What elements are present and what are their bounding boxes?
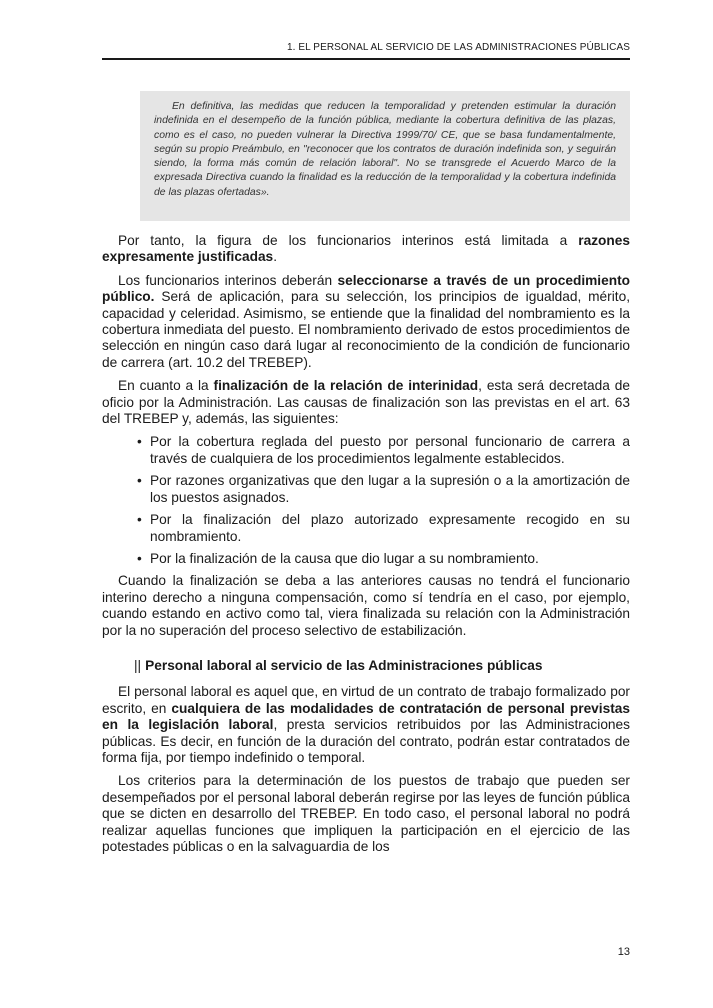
text-run: En cuanto a la: [118, 378, 214, 394]
section-title: Personal laboral al servicio de las Administraciones públicas: [145, 657, 543, 673]
text-run: Los funcionarios interinos deberán: [118, 272, 338, 288]
page-number: 13: [617, 946, 630, 958]
causes-list: [102, 434, 630, 567]
bullet-icon: •: [137, 512, 142, 528]
bold-run: cualquiera de las modalidades de contratación de personal previstas en la legislación laboral: [102, 700, 630, 733]
bold-run: finalización de la relación de interinidad: [213, 378, 479, 394]
list-item: [137, 550, 630, 567]
running-header: 1. EL PERSONAL AL SERVICIO DE LAS ADMINISTRACIONES PÚBLICAS: [286, 42, 630, 53]
text-run: Por tanto, la figura de los funcionarios interinos está limitada a: [118, 233, 579, 248]
quote-text: En definitiva, las medidas que reducen la temporalidad y pretenden estimular la duración indefinida en el desempeño de la función pública, mediante la cobertura definitiva de las plazas, como es el caso, no pueden vulnerar la Directiva 1999/70/ CE, que se basa fundamentalmente, según su propio Preámbulo, en "reconocer que los contratos de duración indefinida son, y seguirán siendo, la forma más común de relación laboral". No se transgrede el Acuerdo Marco de la expresada Directiva cuando la finalidad es la reducción de la temporalidad y la cobertura indefinida de las plazas ofertadas».: [154, 101, 616, 198]
list-item-text: Por razones organizativas que den lugar a la supresión o a la amortización de los puestos asignados.: [150, 473, 630, 505]
paragraph-compensation: Cuando la finalización se deba a las anteriores causas no tendrá el funcionario interino derecho a ninguna compensación, como sí tendría en el caso, por ejemplo, cuando estando en activo como tal, viera finalizada su relación con la Administración por la no superación del proceso selectivo de estabilización.: [102, 573, 630, 638]
text-run: , esta será decretada de oficio por la Administración. Las causas de finalización son las previstas en el art. 63 del TREBEP y, además, las siguientes:: [102, 378, 630, 427]
bold-run: seleccionarse a través de un procedimiento público.: [102, 272, 630, 305]
header-rule: [102, 58, 630, 60]
bullet-icon: •: [137, 473, 142, 489]
list-item: [137, 473, 630, 506]
list-item: [137, 512, 630, 545]
list-item-text: Por la finalización del plazo autorizado expresamente recogido en su nombramiento.: [150, 512, 630, 544]
section-heading: [134, 658, 630, 674]
quote-box: [140, 91, 630, 221]
text-run: .: [273, 249, 277, 265]
list-item-text: Por la finalización de la causa que dio lugar a su nombramiento.: [150, 550, 539, 566]
section-marker: ||: [134, 657, 142, 673]
paragraph-criteria: Los criterios para la determinación de los puestos de trabajo que pueden ser desempeñados por el personal laboral deberán regirse por las leyes de función pública que se dicten en desarrollo del TREBEP. En todo caso, el personal laboral no podrá realizar aquellas funciones que impliquen la participación en el ejercicio de las potestades públicas o en la salvaguardia de los: [102, 773, 630, 854]
bold-run: razones expresamente justificadas: [102, 233, 630, 265]
list-item-text: Por la cobertura reglada del puesto por personal funcionario de carrera a través de cualquiera de los procedimientos legalmente establecidos.: [150, 434, 630, 466]
paragraph-selection: [102, 273, 630, 371]
paragraph-interinos-limitation: [102, 233, 630, 266]
text-run: , presta servicios retribuidos por las Administraciones públicas. Es decir, en función de la duración del contrato, podrán estar contratados de forma fija, por tiempo indefinido o temporal.: [102, 717, 630, 765]
text-run: Será de aplicación, para su selección, los principios de igualdad, mérito, capacidad y celeridad. Asimismo, se entiende que la finalidad del nombramiento es la cobertura inmediata del puesto. El nombramiento derivado de estos procedimientos de selección en ningún caso dará lugar al reconocimiento de la condición de funcionario de carrera (art. 10.2 del TREBEP).: [102, 289, 630, 370]
bullet-icon: •: [137, 550, 142, 566]
main-text: [102, 233, 630, 862]
text-run: El personal laboral es aquel que, en virtud de un contrato de trabajo formalizado por escrito, en: [102, 684, 630, 716]
paragraph-personal-laboral: [102, 684, 630, 766]
list-item: [137, 434, 630, 467]
bullet-icon: •: [137, 434, 142, 450]
paragraph-finalization: [102, 378, 630, 427]
